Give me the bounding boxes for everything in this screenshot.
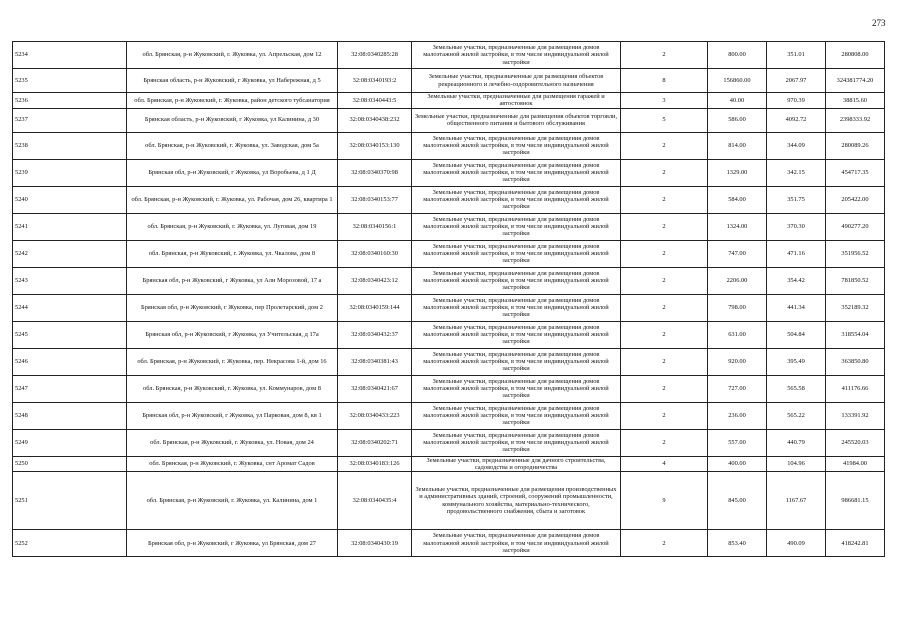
specific-value-cell: 344.09 (767, 132, 826, 159)
cadastral-value-cell: 2398333.92 (826, 108, 885, 132)
specific-value-cell: 395.49 (767, 348, 826, 375)
area-cell: 845.00 (708, 472, 767, 530)
use-group-cell: 2 (621, 267, 708, 294)
table-row (13, 472, 885, 530)
use-group-cell: 2 (621, 294, 708, 321)
specific-value-cell: 504.84 (767, 321, 826, 348)
area-cell: 586.00 (708, 108, 767, 132)
row-number: 5247 (13, 375, 127, 402)
specific-value-cell: 441.34 (767, 294, 826, 321)
permitted-use-cell: Земельные участки, предназначенные для дачного строительства, садоводства и огородничества (412, 456, 621, 472)
specific-value-cell: 351.01 (767, 42, 826, 69)
use-group-cell: 2 (621, 348, 708, 375)
row-number: 5240 (13, 186, 127, 213)
specific-value-cell: 370.30 (767, 213, 826, 240)
cadastral-value-cell: 490277.20 (826, 213, 885, 240)
area-cell: 156860.00 (708, 69, 767, 93)
row-number: 5237 (13, 108, 127, 132)
cadastral-number-cell: 32:08:0340156:1 (338, 213, 412, 240)
address-cell: обл. Брянская, р-н Жуковский, г. Жуковка, снт Аромат Садов (127, 456, 338, 472)
use-group-cell: 2 (621, 429, 708, 456)
table-row (13, 213, 885, 240)
table-row (13, 93, 885, 109)
cadastral-value-cell: 351956.52 (826, 240, 885, 267)
permitted-use-cell: Земельные участки, предназначенные для размещения производственных и административных зданий, строений, сооружений промышленности, коммунального хозяйства, материально-технического, продовольственного снабжения, сбыта и заготовок (412, 472, 621, 530)
address-cell: обл. Брянская, р-н Жуковский, г. Жуковка, ул. Чкалова, дом 8 (127, 240, 338, 267)
table-row (13, 132, 885, 159)
permitted-use-cell: Земельные участки, предназначенные для размещения объектов торговли, общественного питания и бытового обслуживания (412, 108, 621, 132)
cadastral-value-cell: 418242.81 (826, 530, 885, 557)
cadastral-number-cell: 32:08:0340435:4 (338, 472, 412, 530)
table-row (13, 429, 885, 456)
use-group-cell: 9 (621, 472, 708, 530)
area-cell: 727.00 (708, 375, 767, 402)
cadastral-number-cell: 32:08:0340285:28 (338, 42, 412, 69)
address-cell: обл. Брянская, р-н Жуковский, г. Жуковка, ул. Луговая, дом 19 (127, 213, 338, 240)
cadastral-number-cell: 32:08:0340159:144 (338, 294, 412, 321)
cadastral-number-cell: 32:08:0340153:130 (338, 132, 412, 159)
permitted-use-cell: Земельные участки, предназначенные для размещения домов малоэтажной жилой застройки, в том числе индивидуальной жилой застройки (412, 402, 621, 429)
cadastral-value-cell: 986681.15 (826, 472, 885, 530)
address-cell: обл. Брянская, р-н Жуковский, г. Жуковка, ул. Калинина, дом 1 (127, 472, 338, 530)
row-number: 5235 (13, 69, 127, 93)
row-number: 5242 (13, 240, 127, 267)
row-number: 5246 (13, 348, 127, 375)
permitted-use-cell: Земельные участки, предназначенные для размещения гаражей и автостоянок (412, 93, 621, 109)
specific-value-cell: 1167.67 (767, 472, 826, 530)
use-group-cell: 2 (621, 402, 708, 429)
table-row (13, 375, 885, 402)
address-cell: обл. Брянская, р-н Жуковский, г. Жуковка, ул. Новая, дом 24 (127, 429, 338, 456)
area-cell: 798.00 (708, 294, 767, 321)
area-cell: 800.00 (708, 42, 767, 69)
permitted-use-cell: Земельные участки, предназначенные для размещения объектов рекреационного и лечебно-оздоровительного назначения (412, 69, 621, 93)
cadastral-number-cell: 32:08:0340370:98 (338, 159, 412, 186)
row-number: 5236 (13, 93, 127, 109)
address-cell: Брянская обл, р-н Жуковский, г Жуковка, ул Брянская, дом 27 (127, 530, 338, 557)
address-cell: Брянская область, р-н Жуковский, г Жуковка, ул Калинина, д 30 (127, 108, 338, 132)
table-row (13, 456, 885, 472)
specific-value-cell: 565.58 (767, 375, 826, 402)
cadastral-value-cell: 245520.03 (826, 429, 885, 456)
address-cell: обл. Брянская, р-н Жуковский, г. Жуковка, пер. Некрасова 1-й, дом 16 (127, 348, 338, 375)
permitted-use-cell: Земельные участки, предназначенные для размещения домов малоэтажной жилой застройки, в том числе индивидуальной жилой застройки (412, 240, 621, 267)
cadastral-value-table (12, 41, 885, 557)
address-cell: обл. Брянская, р-н Жуковский, г. Жуковка, ул. Рабочая, дом 26, квартира 1 (127, 186, 338, 213)
area-cell: 814.00 (708, 132, 767, 159)
permitted-use-cell: Земельные участки, предназначенные для размещения домов малоэтажной жилой застройки, в том числе индивидуальной жилой застройки (412, 321, 621, 348)
table-body (13, 42, 885, 557)
table-row (13, 159, 885, 186)
table-row (13, 402, 885, 429)
address-cell: обл. Брянская, р-н Жуковский, г. Жуковка, ул. Заводская, дом 5а (127, 132, 338, 159)
cadastral-value-cell: 133391.92 (826, 402, 885, 429)
row-number: 5245 (13, 321, 127, 348)
specific-value-cell: 104.96 (767, 456, 826, 472)
area-cell: 853.40 (708, 530, 767, 557)
use-group-cell: 5 (621, 108, 708, 132)
use-group-cell: 2 (621, 240, 708, 267)
use-group-cell: 2 (621, 530, 708, 557)
row-number: 5248 (13, 402, 127, 429)
table-row (13, 240, 885, 267)
use-group-cell: 2 (621, 132, 708, 159)
cadastral-number-cell: 32:08:0340153:77 (338, 186, 412, 213)
cadastral-value-cell: 411176.66 (826, 375, 885, 402)
specific-value-cell: 2067.97 (767, 69, 826, 93)
cadastral-value-cell: 352189.32 (826, 294, 885, 321)
area-cell: 557.00 (708, 429, 767, 456)
permitted-use-cell: Земельные участки, предназначенные для размещения домов малоэтажной жилой застройки, в том числе индивидуальной жилой застройки (412, 213, 621, 240)
address-cell: обл. Брянская, р-н Жуковский, г. Жуковка, район детского тубсанатория (127, 93, 338, 109)
cadastral-number-cell: 32:08:0340432:37 (338, 321, 412, 348)
row-number: 5241 (13, 213, 127, 240)
specific-value-cell: 354.42 (767, 267, 826, 294)
address-cell: обл. Брянская, р-н Жуковский, г. Жуковка, ул. Апрельская, дом 12 (127, 42, 338, 69)
cadastral-value-cell: 280089.26 (826, 132, 885, 159)
cadastral-number-cell: 32:08:0340423:12 (338, 267, 412, 294)
specific-value-cell: 351.75 (767, 186, 826, 213)
cadastral-value-cell: 205422.00 (826, 186, 885, 213)
row-number: 5243 (13, 267, 127, 294)
specific-value-cell: 342.15 (767, 159, 826, 186)
cadastral-number-cell: 32:08:0340183:126 (338, 456, 412, 472)
cadastral-number-cell: 32:08:0340433:223 (338, 402, 412, 429)
permitted-use-cell: Земельные участки, предназначенные для размещения домов малоэтажной жилой застройки, в том числе индивидуальной жилой застройки (412, 530, 621, 557)
area-cell: 747.00 (708, 240, 767, 267)
permitted-use-cell: Земельные участки, предназначенные для размещения домов малоэтажной жилой застройки, в том числе индивидуальной жилой застройки (412, 267, 621, 294)
row-number: 5234 (13, 42, 127, 69)
cadastral-number-cell: 32:08:0340381:43 (338, 348, 412, 375)
address-cell: Брянская обл, р-н Жуковский, г Жуковка, ул Учительская, д 17а (127, 321, 338, 348)
table-row (13, 69, 885, 93)
area-cell: 1324.00 (708, 213, 767, 240)
address-cell: Брянская обл, р-н Жуковский, г Жуковка, ул Парковая, дом 8, кв 1 (127, 402, 338, 429)
address-cell: Брянская обл, р-н Жуковский, г Жуковка, ул Воробьева, д 1 Д (127, 159, 338, 186)
permitted-use-cell: Земельные участки, предназначенные для размещения домов малоэтажной жилой застройки, в том числе индивидуальной жилой застройки (412, 429, 621, 456)
specific-value-cell: 4092.72 (767, 108, 826, 132)
permitted-use-cell: Земельные участки, предназначенные для размещения домов малоэтажной жилой застройки, в том числе индивидуальной жилой застройки (412, 159, 621, 186)
area-cell: 584.00 (708, 186, 767, 213)
table-row (13, 108, 885, 132)
use-group-cell: 8 (621, 69, 708, 93)
area-cell: 920.00 (708, 348, 767, 375)
area-cell: 2206.00 (708, 267, 767, 294)
cadastral-value-cell: 324381774.20 (826, 69, 885, 93)
cadastral-value-cell: 280808.00 (826, 42, 885, 69)
table-row (13, 186, 885, 213)
table-row (13, 267, 885, 294)
permitted-use-cell: Земельные участки, предназначенные для размещения домов малоэтажной жилой застройки, в том числе индивидуальной жилой застройки (412, 348, 621, 375)
use-group-cell: 2 (621, 159, 708, 186)
row-number: 5238 (13, 132, 127, 159)
table-row (13, 530, 885, 557)
use-group-cell: 2 (621, 213, 708, 240)
specific-value-cell: 440.79 (767, 429, 826, 456)
permitted-use-cell: Земельные участки, предназначенные для размещения домов малоэтажной жилой застройки, в том числе индивидуальной жилой застройки (412, 186, 621, 213)
cadastral-value-cell: 38815.60 (826, 93, 885, 109)
permitted-use-cell: Земельные участки, предназначенные для размещения домов малоэтажной жилой застройки, в том числе индивидуальной жилой застройки (412, 375, 621, 402)
address-cell: Брянская обл, р-н Жуковский, г Жуковка, пер Пролетарский, дом 2 (127, 294, 338, 321)
row-number: 5249 (13, 429, 127, 456)
area-cell: 1329.00 (708, 159, 767, 186)
use-group-cell: 2 (621, 321, 708, 348)
page-number: 273 (872, 18, 886, 28)
row-number: 5239 (13, 159, 127, 186)
use-group-cell: 2 (621, 42, 708, 69)
row-number: 5244 (13, 294, 127, 321)
cadastral-value-cell: 41984.00 (826, 456, 885, 472)
table-row (13, 294, 885, 321)
permitted-use-cell: Земельные участки, предназначенные для размещения домов малоэтажной жилой застройки, в том числе индивидуальной жилой застройки (412, 294, 621, 321)
cadastral-number-cell: 32:08:0340193:2 (338, 69, 412, 93)
specific-value-cell: 970.39 (767, 93, 826, 109)
specific-value-cell: 490.09 (767, 530, 826, 557)
use-group-cell: 3 (621, 93, 708, 109)
area-cell: 400.00 (708, 456, 767, 472)
address-cell: Брянская область, р-н Жуковский, г Жуковка, ул Набережная, д 5 (127, 69, 338, 93)
use-group-cell: 2 (621, 186, 708, 213)
row-number: 5252 (13, 530, 127, 557)
cadastral-number-cell: 32:08:0340202:71 (338, 429, 412, 456)
cadastral-number-cell: 32:08:0340443:5 (338, 93, 412, 109)
cadastral-number-cell: 32:08:0340421:67 (338, 375, 412, 402)
permitted-use-cell: Земельные участки, предназначенные для размещения домов малоэтажной жилой застройки, в том числе индивидуальной жилой застройки (412, 132, 621, 159)
area-cell: 631.00 (708, 321, 767, 348)
address-cell: Брянская обл, р-н Жуковский, г Жуковка, ул Али Морозовой, 17 а (127, 267, 338, 294)
permitted-use-cell: Земельные участки, предназначенные для размещения домов малоэтажной жилой застройки, в том числе индивидуальной жилой застройки (412, 42, 621, 69)
row-number: 5251 (13, 472, 127, 530)
cadastral-value-cell: 363850.80 (826, 348, 885, 375)
cadastral-number-cell: 32:08:0340160:30 (338, 240, 412, 267)
cadastral-number-cell: 32:08:0340430:19 (338, 530, 412, 557)
use-group-cell: 4 (621, 456, 708, 472)
specific-value-cell: 471.16 (767, 240, 826, 267)
table-row (13, 321, 885, 348)
cadastral-value-cell: 454717.35 (826, 159, 885, 186)
area-cell: 236.00 (708, 402, 767, 429)
area-cell: 40.00 (708, 93, 767, 109)
cadastral-number-cell: 32:08:0340438:232 (338, 108, 412, 132)
row-number: 5250 (13, 456, 127, 472)
use-group-cell: 2 (621, 375, 708, 402)
cadastral-value-cell: 781850.52 (826, 267, 885, 294)
table-row (13, 348, 885, 375)
address-cell: обл. Брянская, р-н Жуковский, г. Жуковка, ул. Коммунаров, дом 8 (127, 375, 338, 402)
table-row (13, 42, 885, 69)
cadastral-value-cell: 318554.04 (826, 321, 885, 348)
specific-value-cell: 565.22 (767, 402, 826, 429)
